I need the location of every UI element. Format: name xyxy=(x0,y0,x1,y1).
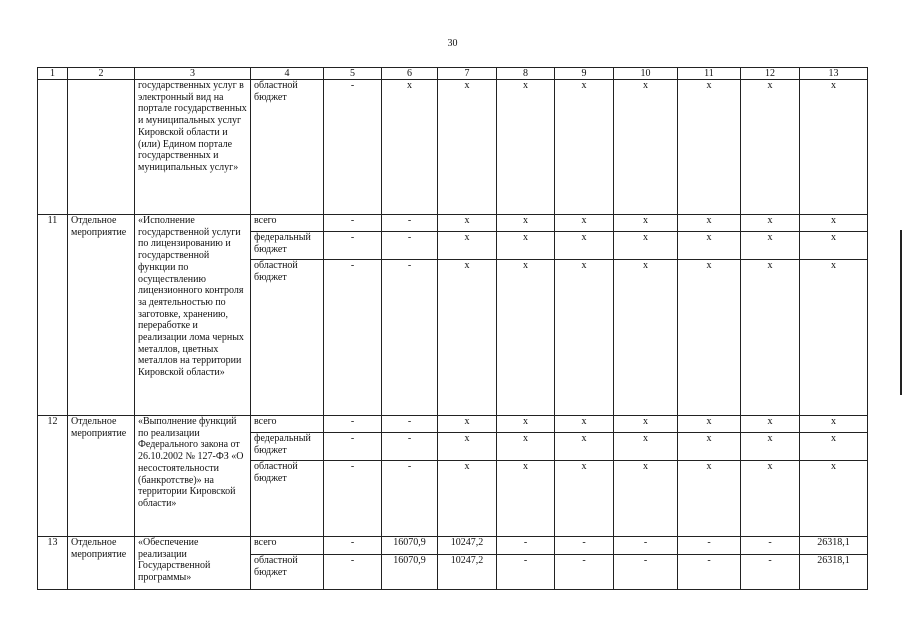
column-header: 10 xyxy=(614,68,678,80)
column-header: 11 xyxy=(678,68,741,80)
event-name-cell: «Обеспечение реализации Государственной программы» xyxy=(135,537,251,590)
value-cell: - xyxy=(324,416,382,433)
value-cell: x xyxy=(741,232,800,260)
value-cell: x xyxy=(438,80,497,215)
value-cell: x xyxy=(614,433,678,461)
column-header: 7 xyxy=(438,68,497,80)
value-cell: - xyxy=(678,537,741,555)
value-cell: - xyxy=(324,461,382,537)
value-cell: x xyxy=(800,433,868,461)
column-header: 13 xyxy=(800,68,868,80)
column-header: 5 xyxy=(324,68,382,80)
value-cell: - xyxy=(324,260,382,416)
table-row-continuation xyxy=(38,80,868,215)
event-type-cell: Отдельное мероприятие xyxy=(68,537,135,590)
column-header: 6 xyxy=(382,68,438,80)
row-number-cell xyxy=(38,80,68,215)
value-cell: x xyxy=(800,80,868,215)
value-cell: x xyxy=(741,80,800,215)
value-cell: - xyxy=(382,260,438,416)
funding-source-cell: областной бюджет xyxy=(251,461,324,537)
column-header: 8 xyxy=(497,68,555,80)
value-cell: 26318,1 xyxy=(800,537,868,555)
value-cell: - xyxy=(497,555,555,590)
value-cell: x xyxy=(614,80,678,215)
margin-line xyxy=(900,230,902,395)
value-cell: x xyxy=(497,260,555,416)
event-name-cell: «Исполнение государственной услуги по лицензированию и государственной функции по осуществлению лицензионного контроля за деятельностью по заготовке, хранению, переработке и реализации лома черных металлов, цветных металлов на территории Кировской области» xyxy=(135,215,251,416)
value-cell: x xyxy=(678,80,741,215)
row-number-cell: 13 xyxy=(38,537,68,590)
row-number-cell: 12 xyxy=(38,416,68,537)
value-cell: x xyxy=(741,433,800,461)
value-cell: x xyxy=(497,461,555,537)
value-cell: x xyxy=(614,461,678,537)
value-cell: x xyxy=(741,215,800,232)
column-header: 2 xyxy=(68,68,135,80)
value-cell: x xyxy=(438,232,497,260)
page-number: 30 xyxy=(447,38,458,49)
event-name-cell: государственных услуг в электронный вид на портале государственных и муниципальных услуг Кировской области и (или) Едином портале государственных и муниципальных услуг» xyxy=(135,80,251,215)
value-cell: 16070,9 xyxy=(382,555,438,590)
value-cell: x xyxy=(800,416,868,433)
value-cell: x xyxy=(555,80,614,215)
value-cell: x xyxy=(678,260,741,416)
column-header: 3 xyxy=(135,68,251,80)
table-row-13 xyxy=(38,537,868,555)
column-header: 12 xyxy=(741,68,800,80)
value-cell: x xyxy=(741,461,800,537)
value-cell: x xyxy=(497,416,555,433)
value-cell: x xyxy=(497,215,555,232)
value-cell: 10247,2 xyxy=(438,537,497,555)
value-cell: x xyxy=(497,80,555,215)
column-number-row xyxy=(38,68,868,80)
value-cell: - xyxy=(614,555,678,590)
value-cell: x xyxy=(555,260,614,416)
value-cell: - xyxy=(614,537,678,555)
event-name-cell: «Выполнение функций по реализации Федерального закона от 26.10.2002 № 127-ФЗ «О несостоятельности (банкротстве)» на территории Кировской области» xyxy=(135,416,251,537)
funding-source-cell: всего xyxy=(251,416,324,433)
funding-source-cell: всего xyxy=(251,537,324,555)
value-cell: x xyxy=(555,215,614,232)
value-cell: - xyxy=(497,537,555,555)
event-type-cell xyxy=(68,80,135,215)
value-cell: - xyxy=(678,555,741,590)
column-header: 9 xyxy=(555,68,614,80)
event-type-cell: Отдельное мероприятие xyxy=(68,416,135,537)
value-cell: x xyxy=(741,260,800,416)
value-cell: x xyxy=(438,215,497,232)
row-number-cell: 11 xyxy=(38,215,68,416)
value-cell: x xyxy=(382,80,438,215)
value-cell: 10247,2 xyxy=(438,555,497,590)
value-cell: - xyxy=(324,80,382,215)
value-cell: x xyxy=(678,416,741,433)
value-cell: - xyxy=(382,416,438,433)
value-cell: x xyxy=(800,232,868,260)
value-cell: x xyxy=(438,461,497,537)
event-type-cell: Отдельное мероприятие xyxy=(68,215,135,416)
value-cell: x xyxy=(438,416,497,433)
funding-source-cell: федеральный бюджет xyxy=(251,433,324,461)
value-cell: x xyxy=(800,215,868,232)
value-cell: 26318,1 xyxy=(800,555,868,590)
value-cell: x xyxy=(800,260,868,416)
value-cell: x xyxy=(678,215,741,232)
value-cell: x xyxy=(497,433,555,461)
value-cell: x xyxy=(438,433,497,461)
value-cell: x xyxy=(678,232,741,260)
column-header: 1 xyxy=(38,68,68,80)
value-cell: x xyxy=(614,215,678,232)
value-cell: - xyxy=(382,232,438,260)
value-cell: x xyxy=(614,260,678,416)
value-cell: - xyxy=(324,433,382,461)
value-cell: x xyxy=(741,416,800,433)
budget-table xyxy=(37,67,868,590)
value-cell: - xyxy=(382,215,438,232)
value-cell: x xyxy=(555,232,614,260)
value-cell: x xyxy=(614,416,678,433)
value-cell: x xyxy=(678,461,741,537)
value-cell: x xyxy=(678,433,741,461)
value-cell: - xyxy=(382,433,438,461)
table-row-11 xyxy=(38,215,868,232)
value-cell: - xyxy=(741,537,800,555)
value-cell: x xyxy=(555,433,614,461)
value-cell: x xyxy=(497,232,555,260)
value-cell: - xyxy=(324,537,382,555)
value-cell: x xyxy=(800,461,868,537)
value-cell: - xyxy=(324,215,382,232)
funding-source-cell: областной бюджет xyxy=(251,80,324,215)
value-cell: - xyxy=(555,555,614,590)
value-cell: x xyxy=(555,461,614,537)
value-cell: - xyxy=(555,537,614,555)
table-row-12 xyxy=(38,416,868,433)
value-cell: - xyxy=(382,461,438,537)
value-cell: x xyxy=(438,260,497,416)
value-cell: - xyxy=(324,555,382,590)
value-cell: - xyxy=(324,232,382,260)
value-cell: - xyxy=(741,555,800,590)
funding-source-cell: федеральный бюджет xyxy=(251,232,324,260)
column-header: 4 xyxy=(251,68,324,80)
funding-source-cell: областной бюджет xyxy=(251,260,324,416)
value-cell: 16070,9 xyxy=(382,537,438,555)
value-cell: x xyxy=(614,232,678,260)
value-cell: x xyxy=(555,416,614,433)
funding-source-cell: областной бюджет xyxy=(251,555,324,590)
funding-source-cell: всего xyxy=(251,215,324,232)
